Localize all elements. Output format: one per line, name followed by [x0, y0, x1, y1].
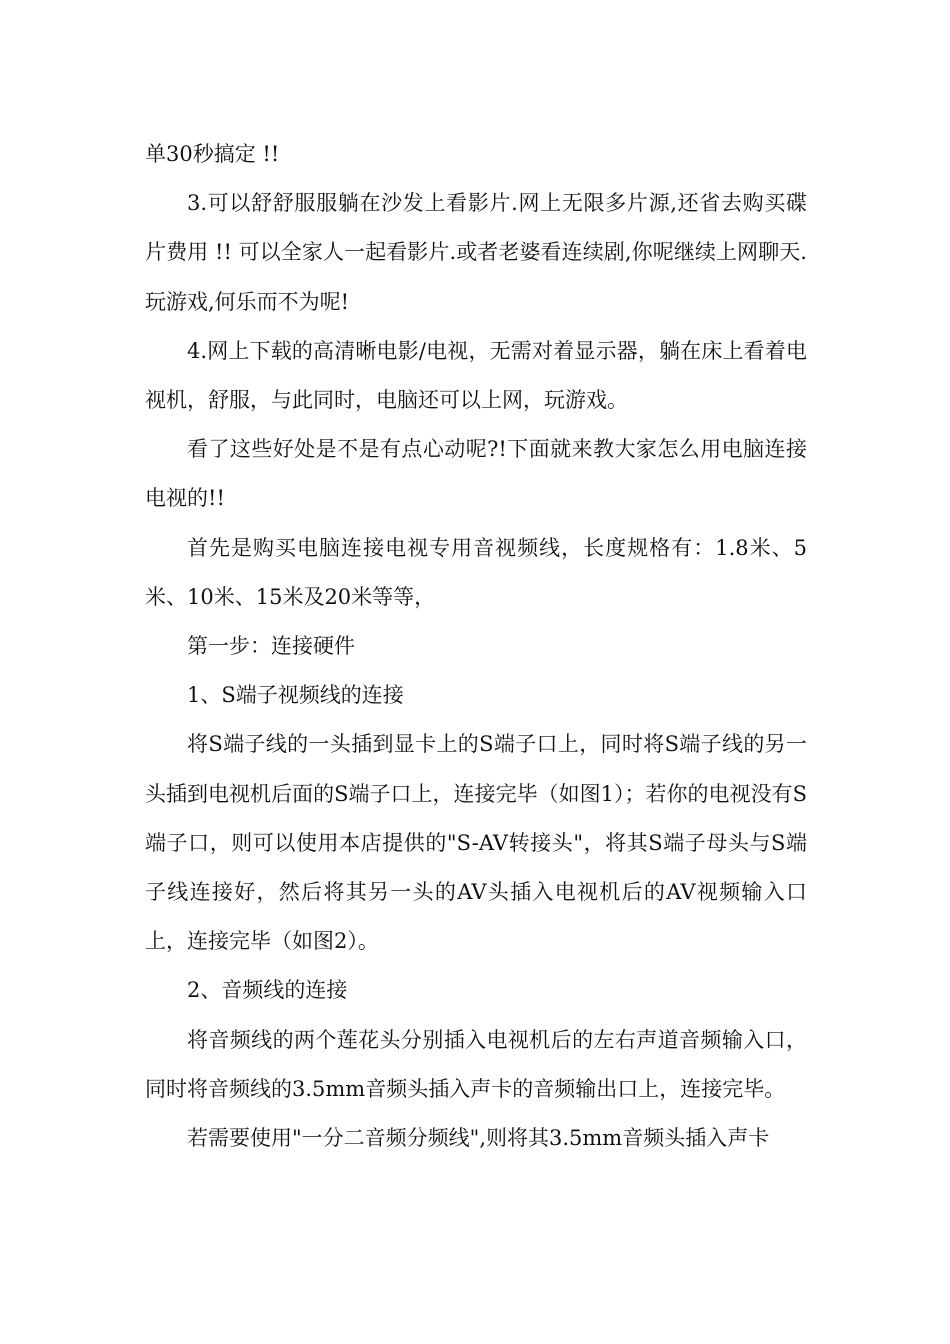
- paragraph-benefit-4: 4.网上下载的高清晰电影/电视，无需对着显示器，躺在床上看着电视机，舒服，与此同时，电脑还可以上网，玩游戏。: [145, 338, 807, 413]
- paragraph-cable-purchase: 首先是购买电脑连接电视专用音视频线，长度规格有：1.8米、5米、10米、15米及20米等等，: [145, 535, 807, 609]
- heading-s-video: 1、S端子视频线的连接: [187, 683, 404, 708]
- paragraph-s-video-instructions: 将S端子线的一头插到显卡上的S端子口上，同时将S端子线的另一头插到电视机后面的S端子口上，连接完毕（如图1）；若你的电视没有S端子口，则可以使用本店提供的"S-AV转接头"，将其S端子母头与S端子线连接好，然后将其另一头的AV头插入电视机后的AV视频输入口上，连接完毕（如图2）。: [145, 732, 807, 954]
- paragraph-splitter: 若需要使用"一分二音频分频线",则将其3.5mm音频头插入声卡: [187, 1126, 770, 1151]
- document-body: [145, 130, 807, 1163]
- paragraph-continuation: 单30秒搞定 !!: [145, 142, 280, 166]
- paragraph-audio-instructions: 将音频线的两个莲花头分别插入电视机后的左右声道音频输入口，同时将音频线的3.5mm音频头插入声卡的音频输出口上，连接完毕。: [145, 1027, 807, 1101]
- heading-step-1: 第一步：连接硬件: [187, 634, 355, 659]
- heading-audio: 2、音频线的连接: [187, 978, 348, 1003]
- paragraph-intro: 看了这些好处是不是有点心动呢?!下面就来教大家怎么用电脑连接电视的!!: [145, 437, 807, 511]
- paragraph-benefit-3: 3.可以舒舒服服躺在沙发上看影片.网上无限多片源,还省去购买碟片费用 !! 可以全家人一起看影片.或者老婆看连续剧,你呢继续上网聊天.玩游戏,何乐而不为呢!: [145, 191, 807, 314]
